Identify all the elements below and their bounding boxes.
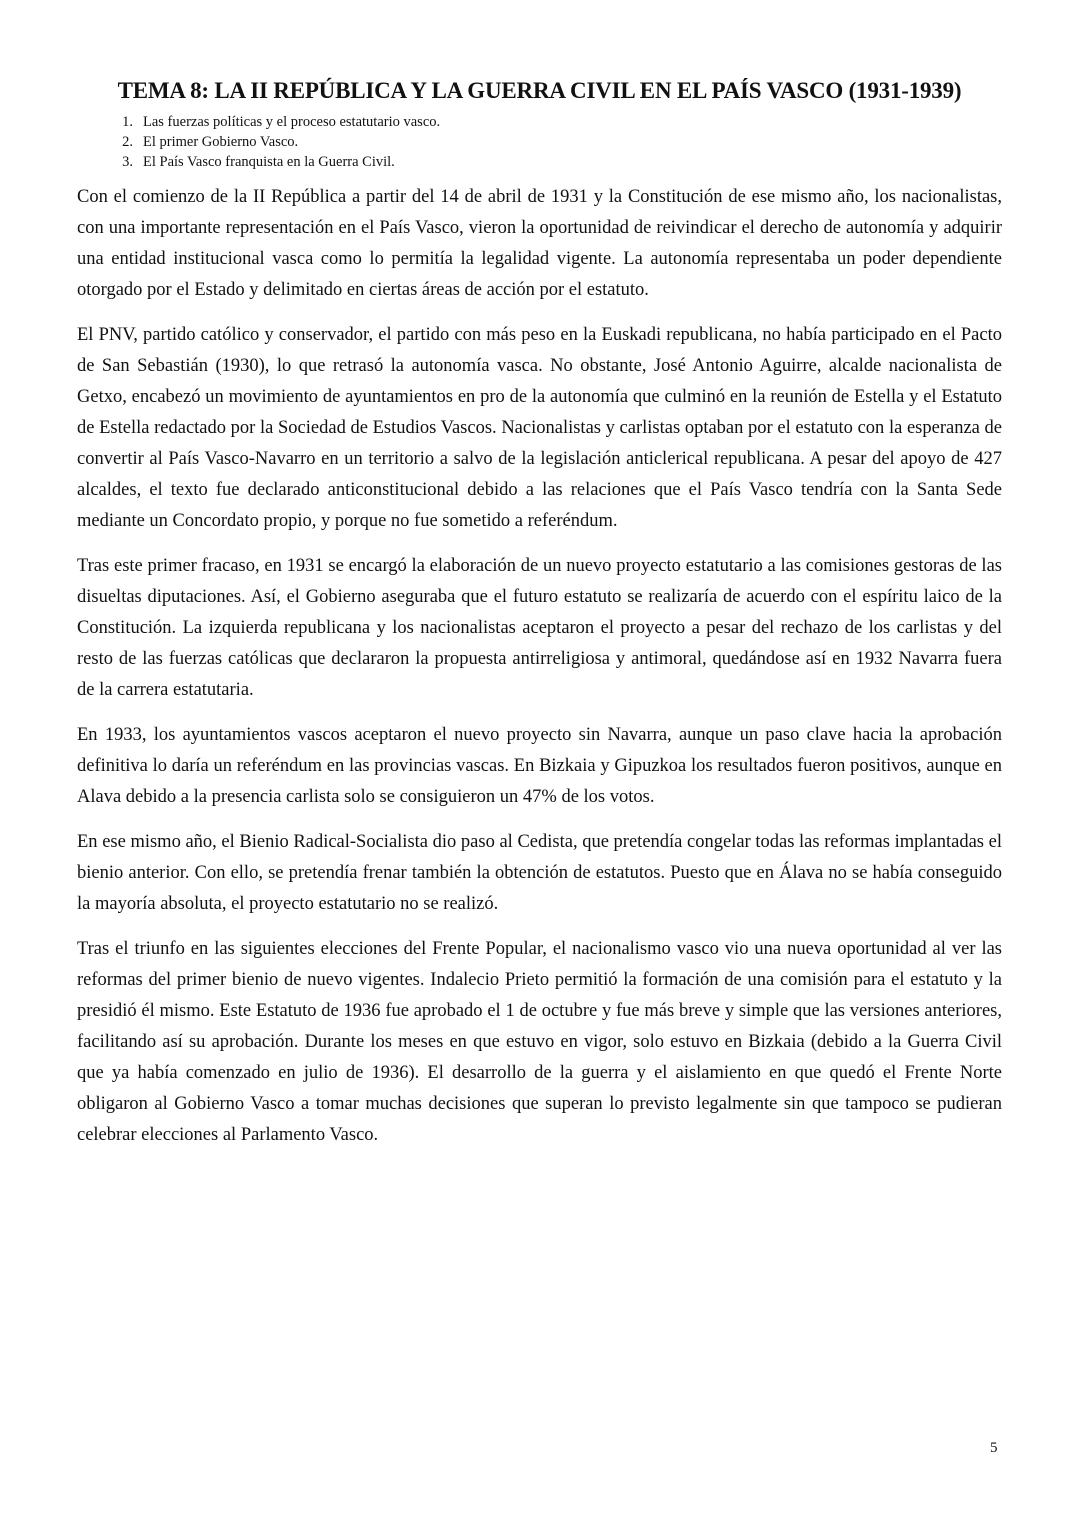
- toc-item-label: Las fuerzas políticas y el proceso estatutario vasco.: [143, 114, 441, 130]
- toc-item-number: 2.: [122, 134, 133, 150]
- table-of-contents: [77, 112, 1002, 172]
- paragraph-intro: Con el comienzo de la II República a partir del 14 de abril de 1931 y la Constitución de ese mismo año, los nacionalistas, con una importante representación en el País Vasco, vieron la oportunidad de reivindicar el derecho de autonomía y adquirir una entidad institucional vasca como lo permitía la legalidad vigente. La autonomía representaba un poder dependiente otorgado por el Estado y delimitado en ciertas áreas de acción por el estatuto.: [77, 187, 1002, 300]
- paragraph-pnv: El PNV, partido católico y conservador, el partido con más peso en la Euskadi republicana, no había participado en el Pacto de San Sebastián (1930), lo que retrasó la autonomía vasca. No obstante, José Antonio Aguirre, alcalde nacionalista de Getxo, encabezó un movimiento de ayuntamientos en pro de la autonomía que culminó en la reunión de Estella y el Estatuto de Estella redactado por la Sociedad de Estudios Vascos. Nacionalistas y carlistas optaban por el estatuto con la esperanza de convertir al País Vasco-Navarro en un territorio a salvo de la legislación anticlerical republicana. A pesar del apoyo de 427 alcaldes, el texto fue declarado anticonstitucional debido a las relaciones que el País Vasco tendría con la Santa Sede mediante un Concordato propio, y porque no fue sometido a referéndum.: [77, 325, 1002, 531]
- toc-item-label: El primer Gobierno Vasco.: [143, 134, 299, 150]
- page-number: 5: [990, 1440, 998, 1456]
- toc-item-label: El País Vasco franquista en la Guerra Civil.: [143, 154, 395, 170]
- toc-item-number: 1.: [122, 114, 133, 130]
- toc-item: [77, 152, 1002, 172]
- paragraph-1933-referendum: En 1933, los ayuntamientos vascos aceptaron el nuevo proyecto sin Navarra, aunque un paso clave hacia la aprobación definitiva lo daría un referéndum en las provincias vascas. En Bizkaia y Gipuzkoa los resultados fueron positivos, aunque en Alava debido a la presencia carlista solo se consiguieron un 47% de los votos.: [77, 725, 1002, 807]
- toc-item: [77, 132, 1002, 152]
- paragraph-cedista: En ese mismo año, el Bienio Radical-Socialista dio paso al Cedista, que pretendía congelar todas las reformas implantadas el bienio anterior. Con ello, se pretendía frenar también la obtención de estatutos. Puesto que en Álava no se había conseguido la mayoría absoluta, el proyecto estatutario no se realizó.: [77, 832, 1002, 914]
- document-title: TEMA 8: LA II REPÚBLICA Y LA GUERRA CIVIL EN EL PAÍS VASCO (1931-1939): [117, 78, 962, 103]
- toc-item-number: 3.: [122, 154, 133, 170]
- paragraph-statute-1936: Tras el triunfo en las siguientes elecciones del Frente Popular, el nacionalismo vasco vio una nueva oportunidad al ver las reformas del primer bienio de nuevo vigentes. Indalecio Prieto permitió la formación de una comisión para el estatuto y la presidió él mismo. Este Estatuto de 1936 fue aprobado el 1 de octubre y fue más breve y simple que las versiones anteriores, facilitando así su aprobación. Durante los meses en que estuvo en vigor, solo estuvo en Bizkaia (debido a la Guerra Civil que ya había comenzado en julio de 1936). El desarrollo de la guerra y el aislamiento en que quedó el Frente Norte obligaron al Gobierno Vasco a tomar muchas decisiones que superan lo previsto legalmente sin que tampoco se pudieran celebrar elecciones al Parlamento Vasco.: [77, 939, 1002, 1145]
- toc-item: [77, 112, 1002, 132]
- paragraph-new-project: Tras este primer fracaso, en 1931 se encargó la elaboración de un nuevo proyecto estatutario a las comisiones gestoras de las disueltas diputaciones. Así, el Gobierno aseguraba que el futuro estatuto se realizaría de acuerdo con el espíritu laico de la Constitución. La izquierda republicana y los nacionalistas aceptaron el proyecto a pesar del rechazo de los carlistas y del resto de las fuerzas católicas que declararon la propuesta antirreligiosa y antimoral, quedándose así en 1932 Navarra fuera de la carrera estatutaria.: [77, 556, 1002, 700]
- document-page: [77, 76, 1002, 1165]
